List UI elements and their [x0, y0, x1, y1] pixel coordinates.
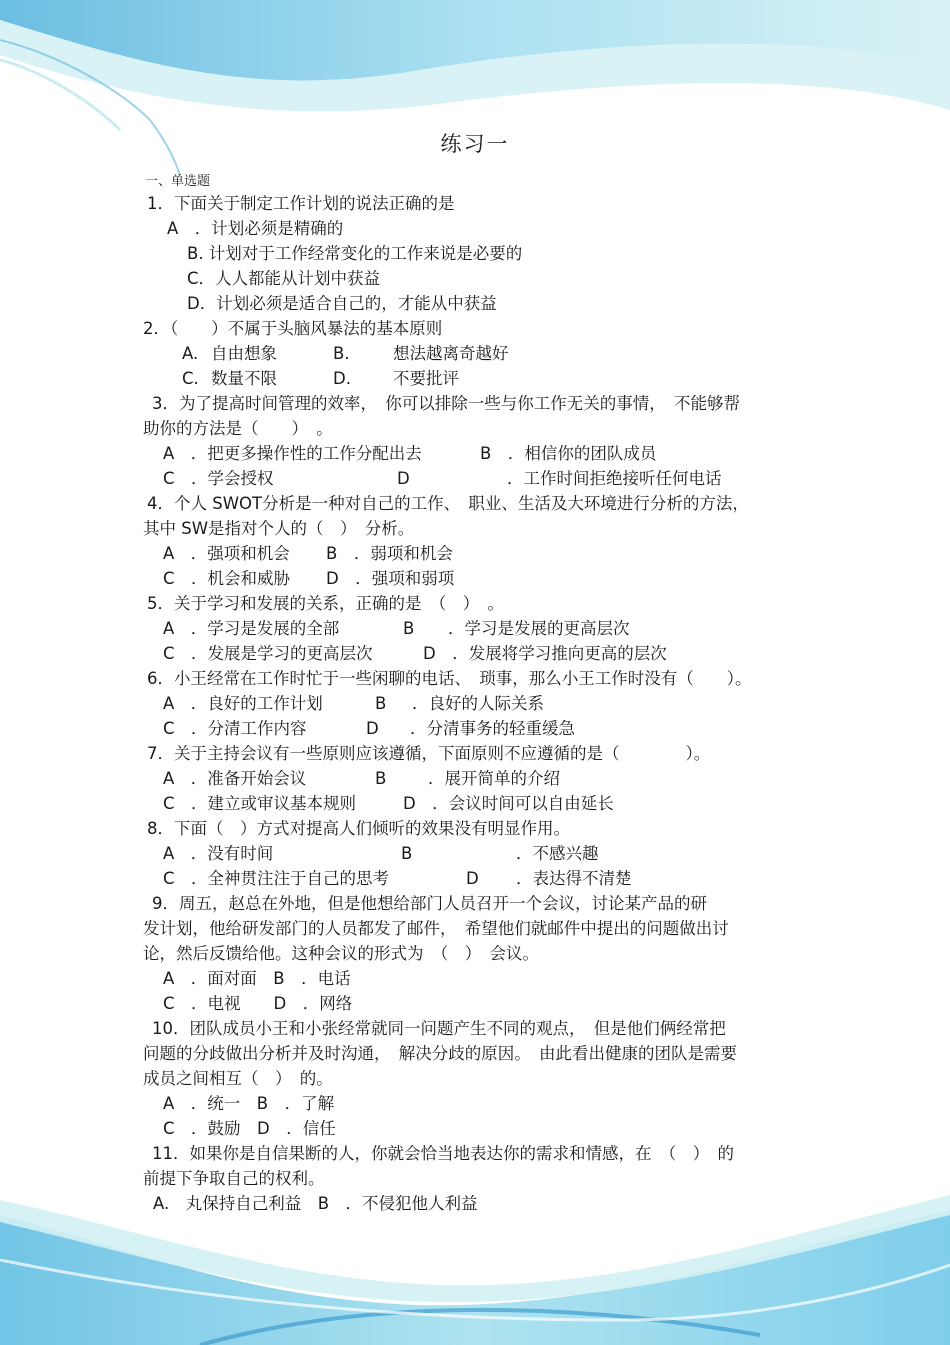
question-8-option-a: A ．没有时间	[163, 844, 274, 863]
question-4-stem-line-1: 4．个人 SWOT分析是一种对自己的工作、 职业、生活及大环境进行分析的方法，	[147, 494, 749, 513]
question-3-option-c: C ．学会授权	[163, 469, 274, 488]
question-2-option-a-letter: A.	[182, 344, 199, 363]
question-2-option-d-letter: D.	[333, 369, 351, 388]
question-8-option-c: C ．全神贯注注于自己的思考	[163, 869, 390, 888]
question-8-option-b-letter: B	[401, 844, 413, 863]
question-9-options-cd: C ．电视 D ．网络	[163, 994, 353, 1013]
question-4-option-d: D ．强项和弱项	[326, 569, 455, 588]
question-11-options-ab: A. 丸保持自己利益 B ．不侵犯他人利益	[153, 1194, 478, 1213]
question-5-option-b-letter: B	[403, 619, 415, 638]
question-7-option-b-letter: B	[375, 769, 387, 788]
question-6-option-b: ．良好的人际关系	[412, 694, 544, 713]
question-8-stem: 8．下面（ ）方式对提高人们倾听的效果没有明显作用。	[147, 819, 570, 838]
question-3-option-d: ．工作时间拒绝接听任何电话	[507, 469, 722, 488]
question-8-option-b: ．不感兴趣	[516, 844, 599, 863]
question-5-option-a: A ．学习是发展的全部	[163, 619, 340, 638]
question-6-stem: 6．小王经常在工作时忙于一些闲聊的电话、 琐事，那么小王工作时没有（ ）。	[147, 669, 752, 688]
question-7-option-b: ．展开简单的介绍	[428, 769, 560, 788]
question-10-stem-line-3: 成员之间相互（ ） 的。	[143, 1069, 333, 1088]
question-7-option-a: A ．准备开始会议	[163, 769, 307, 788]
question-8-option-d-letter: D	[466, 869, 479, 888]
question-5-option-c: C ．发展是学习的更高层次	[163, 644, 373, 663]
question-4-option-b: B ．弱项和机会	[326, 544, 453, 563]
question-7-option-c: C ．建立或审议基本规则	[163, 794, 357, 813]
question-3-stem-line-1: 3．为了提高时间管理的效率， 你可以排除一些与你工作无关的事情， 不能够帮	[152, 394, 740, 413]
question-2-option-c: 数量不限	[211, 369, 277, 388]
question-6-option-b-letter: B	[375, 694, 387, 713]
question-1-option-c: C．人人都能从计划中获益	[187, 269, 381, 288]
question-1-option-b: B. 计划对于工作经常变化的工作来说是必要的	[187, 244, 523, 263]
question-1-option-d: D．计划必须是适合自己的，才能从中获益	[187, 294, 497, 313]
question-2-stem: 2．（ ）不属于头脑风暴法的基本原则	[143, 319, 443, 338]
question-5-option-d: D ．发展将学习推向更高的层次	[423, 644, 667, 663]
question-9-options-ab: A ．面对面 B ．电话	[163, 969, 351, 988]
question-4-stem-line-2: 其中 SW是指对个人的（ ） 分析。	[143, 519, 415, 538]
question-3-stem-line-2: 助你的方法是（ ） 。	[143, 419, 333, 438]
question-2-option-c-letter: C.	[182, 369, 199, 388]
question-2-option-a: 自由想象	[211, 344, 277, 363]
section-heading: 一、单选题	[145, 174, 211, 189]
question-5-stem: 5．关于学习和发展的关系，正确的是 （ ） 。	[147, 594, 504, 613]
question-9-stem-line-1: 9．周五，赵总在外地，但是他想给部门人员召开一个会议，讨论某产品的研	[152, 894, 707, 913]
question-10-options-cd: C ．鼓励 D ．信任	[163, 1119, 336, 1138]
question-9-stem-line-3: 论，然后反馈给他。这种会议的形式为 （ ） 会议。	[143, 944, 539, 963]
question-10-options-ab: A ．统一 B ．了解	[163, 1094, 335, 1113]
question-3-option-d-letter: D	[397, 469, 410, 488]
question-3-option-a: A ．把更多操作性的工作分配出去	[163, 444, 422, 463]
question-7-stem: 7．关于主持会议有一些原则应该遵循，下面原则不应遵循的是（ ）。	[147, 744, 711, 763]
question-10-stem-line-1: 10．团队成员小王和小张经常就同一问题产生不同的观点， 但是他们俩经常把	[152, 1019, 726, 1038]
question-6-option-d: ．分清事务的轻重缓急	[410, 719, 575, 738]
question-2-option-b-letter: B.	[333, 344, 350, 363]
question-4-option-a: A ．强项和机会	[163, 544, 290, 563]
question-4-option-c: C ．机会和威胁	[163, 569, 291, 588]
question-6-option-a: A ．良好的工作计划	[163, 694, 323, 713]
question-11-stem-line-2: 前提下争取自己的权利。	[143, 1169, 325, 1188]
question-1-stem: 1．下面关于制定工作计划的说法正确的是	[147, 194, 455, 213]
question-6-option-c: C ．分清工作内容	[163, 719, 307, 738]
page-title: 练习一	[440, 132, 510, 156]
question-5-option-b: ．学习是发展的更高层次	[448, 619, 630, 638]
question-6-option-d-letter: D	[366, 719, 379, 738]
question-1-option-a: A ．计划必须是精确的	[167, 219, 344, 238]
question-3-option-b: B ．相信你的团队成员	[480, 444, 657, 463]
question-10-stem-line-2: 问题的分歧做出分析并及时沟通， 解决分歧的原因。 由此看出健康的团队是需要	[143, 1044, 737, 1063]
question-8-option-d: ．表达得不清楚	[516, 869, 632, 888]
question-2-option-d: 不要批评	[393, 369, 459, 388]
question-9-stem-line-2: 发计划，他给研发部门的人员都发了邮件， 希望他们就邮件中提出的问题做出讨	[143, 919, 729, 938]
question-2-option-b: 想法越离奇越好	[393, 344, 509, 363]
question-11-stem-line-1: 11．如果你是自信果断的人，你就会恰当地表达你的需求和情感，在 （ ） 的	[152, 1144, 734, 1163]
question-7-option-d: D ．会议时间可以自由延长	[403, 794, 614, 813]
